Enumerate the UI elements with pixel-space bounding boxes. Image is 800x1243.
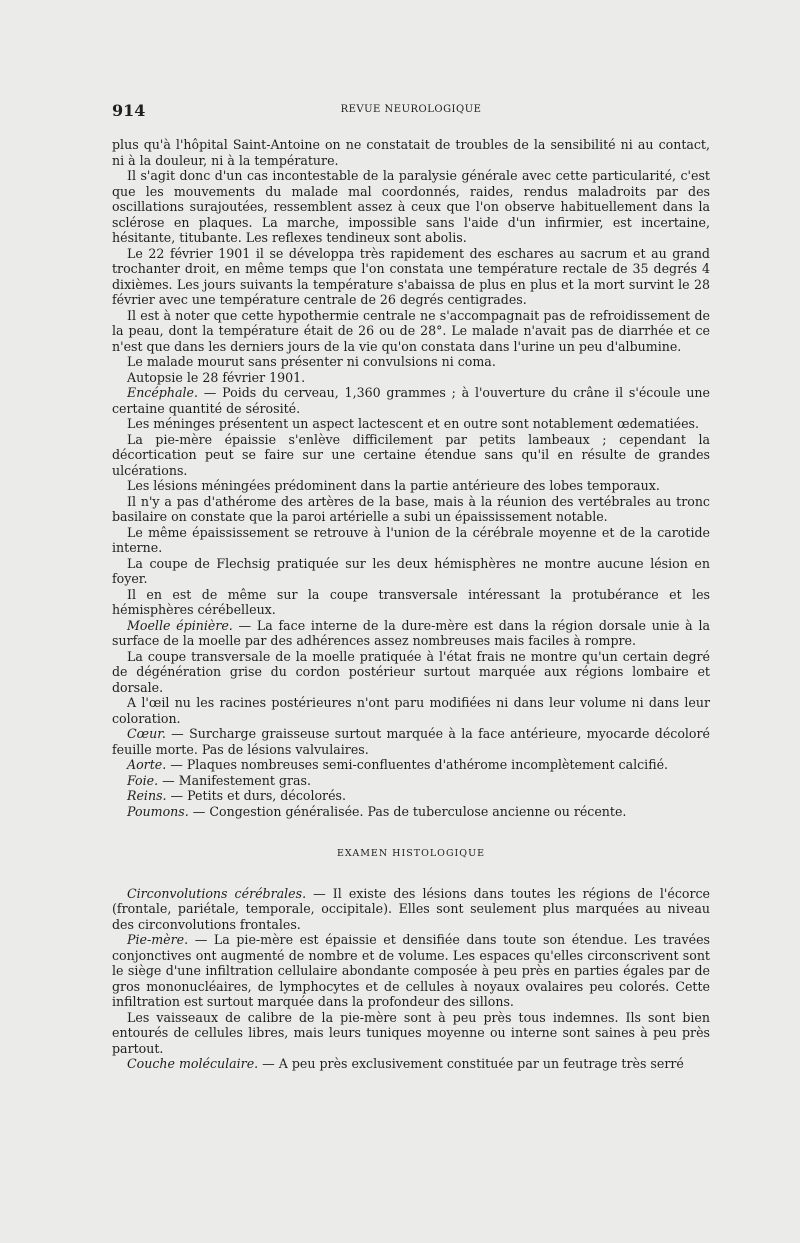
paragraph (112, 525, 710, 556)
paragraph (112, 886, 710, 933)
paragraph (112, 385, 710, 416)
paragraph-text: — Il existe des lésions dans toutes les régions de l'écorce (frontale, pariétale, temporale, occipitale). Elles sont seulement plus marquées au niveau des circonvolutions frontales. (112, 885, 711, 932)
paragraph-text: La coupe transversale de la moelle pratiquée à l'état frais ne montre qu'un certain degré de dégénération grise du cordon postérieur surtout marquée aux régions lombaire et dorsale. (112, 648, 710, 695)
paragraph-text: Les lésions méningées prédominent dans la partie antérieure des lobes temporaux. (127, 478, 660, 493)
paragraph (112, 618, 710, 649)
paragraph (112, 556, 710, 587)
paragraph (112, 757, 710, 773)
paragraph (112, 1010, 710, 1057)
paragraph-text: — A peu près exclusivement constituée par un feutrage très serré (258, 1056, 684, 1071)
paragraph-lead: Reins. (127, 788, 167, 803)
paragraph-text: Le malade mourut sans présenter ni convulsions ni coma. (127, 354, 496, 369)
body-text (112, 137, 710, 1072)
paragraph-text: A l'œil nu les racines postérieures n'ont paru modifiées ni dans leur volume ni dans leur coloration. (112, 695, 710, 726)
paragraph (112, 726, 710, 757)
histology-section (112, 886, 710, 1072)
paragraph-text: — Petits et durs, décolorés. (166, 788, 347, 803)
paragraph (112, 416, 710, 432)
paragraph (112, 788, 710, 804)
paragraph (112, 932, 710, 1010)
paragraph (112, 804, 710, 820)
paragraph-lead: Circonvolutions cérébrales. (127, 885, 307, 901)
paragraph-lead: Couche moléculaire. (127, 1056, 259, 1071)
paragraph (112, 494, 710, 525)
paragraph (112, 246, 710, 308)
paragraph-text: — La face interne de la dure-mère est dans la région dorsale unie à la surface de la moelle par des adhérences assez nombreuses mais faciles à rompre. (112, 617, 710, 648)
paragraph-text: Le 22 février 1901 il se développa très rapidement des eschares au sacrum et au grand trochanter droit, en même temps que l'on constata une température rectale de 35 degrés 4 dixièmes. Les jours suivants la température s'abaissa de plus en plus et la mort survint le 28 février avec une température centrale de 26 degrés centigrades. (112, 245, 710, 307)
paragraph-lead: Encéphale. (127, 385, 198, 400)
paragraph-text: — La pie-mère est épaissie et densifiée dans toute son étendue. Les travées conjonctives ont augmenté de nombre et de volume. Les espaces qu'elles circonscrivent sont le siège d'une infiltration cellulaire abondante composée à peu près en parties égales par de gros mononucléaires, de lymphocytes et de cellules à noyaux ovalaires peu colorés. Cette infiltration est surtout marquée dans la profondeur des sillons. (112, 932, 710, 1009)
paragraph (112, 370, 710, 386)
paragraph (112, 308, 710, 355)
page-number: 914 (112, 101, 146, 120)
paragraph-text: — Poids du cerveau, 1,360 grammes ; à l'ouverture du crâne il s'écoule une certaine quantité de sérosité. (112, 385, 710, 416)
paragraph (112, 649, 710, 696)
paragraph (112, 1056, 710, 1072)
paragraph-text: Le même épaississement se retrouve à l'union de la cérébrale moyenne et de la carotide interne. (112, 524, 710, 555)
paragraph (112, 168, 710, 246)
paragraph-text: La coupe de Flechsig pratiquée sur les deux hémisphères ne montre aucune lésion en foyer. (112, 555, 710, 586)
running-head: REVUE NEUROLOGIQUE (340, 104, 482, 115)
paragraph-text: Il est à noter que cette hypothermie centrale ne s'accompagnait pas de refroidissement de la peau, dont la température était de 26 ou de 28°. Le malade n'avait pas de diarrhée et ce n'est que dans les derniers jours de la vie qu'on constata dans l'urine un peu d'albumine. (112, 307, 710, 354)
paragraph-text: plus qu'à l'hôpital Saint-Antoine on ne constatait de troubles de la sensibilité ni au contact, ni à la douleur, ni à la température. (112, 137, 710, 168)
paragraph-text: Il n'y a pas d'athérome des artères de la base, mais à la réunion des vertébrales au tronc basilaire on constate que la paroi artérielle a subi un épaississement notable. (112, 493, 710, 524)
paragraph-text: — Surcharge graisseuse surtout marquée à la face antérieure, myocarde décoloré feuille morte. Pas de lésions valvulaires. (112, 726, 710, 757)
paragraph (112, 587, 710, 618)
paragraph (112, 478, 710, 494)
paragraph-text: — Plaques nombreuses semi-confluentes d'athérome incomplètement calcifié. (166, 757, 669, 772)
paragraph-lead: Poumons. (127, 803, 189, 819)
paragraph-text: Les méninges présentent un aspect lactescent et en outre sont notablement œdematiées. (127, 416, 700, 431)
paragraph-text: Autopsie le 28 février 1901. (127, 369, 306, 385)
paragraph-text: — Manifestement gras. (158, 772, 311, 788)
paragraph-lead: Foie. (127, 772, 159, 788)
paragraph-text: Il en est de même sur la coupe transversale intéressant la protubérance et les hémisphères cérébelleux. (112, 586, 710, 617)
paragraph-lead: Moelle épinière. (127, 617, 233, 633)
paragraph-lead: Cœur. (127, 726, 166, 741)
clinical-section (112, 137, 710, 819)
paragraph (112, 354, 710, 370)
paragraph-lead: Aorte. (127, 757, 167, 772)
paragraph-text: Il s'agit donc d'un cas incontestable de la paralysie générale avec cette particularité, c'est que les mouvements du malade mal coordonnés, raides, rendus maladroits par des oscillations surajoutées, ressemblent assez à ceux que l'on observe habituellement dans la sclérose en plaques. La marche, impossible sans l'aide d'un infirmier, est incertaine, hésitante, titubante. Les reflexes tendineux sont abolis. (112, 168, 710, 245)
paragraph (112, 695, 710, 726)
paragraph-text: Les vaisseaux de calibre de la pie-mère sont à peu près tous indemnes. Ils sont bien entourés de cellules libres, mais leurs tuniques moyenne ou interne sont saines à peu près partout. (112, 1009, 710, 1056)
section-title: EXAMEN HISTOLOGIQUE (336, 848, 486, 859)
paragraph-text: La pie-mère épaissie s'enlève difficilement par petits lambeaux ; cependant la décortication peut se faire sur une certaine étendue sans qu'il en résulte de grandes ulcérations. (112, 431, 710, 478)
paragraph (112, 773, 710, 789)
paragraph-lead: Pie-mère. (127, 932, 189, 947)
paragraph (112, 432, 710, 479)
paragraph-text: — Congestion généralisée. Pas de tuberculose ancienne ou récente. (188, 803, 627, 819)
page-header (112, 101, 710, 121)
paragraph (112, 137, 710, 168)
